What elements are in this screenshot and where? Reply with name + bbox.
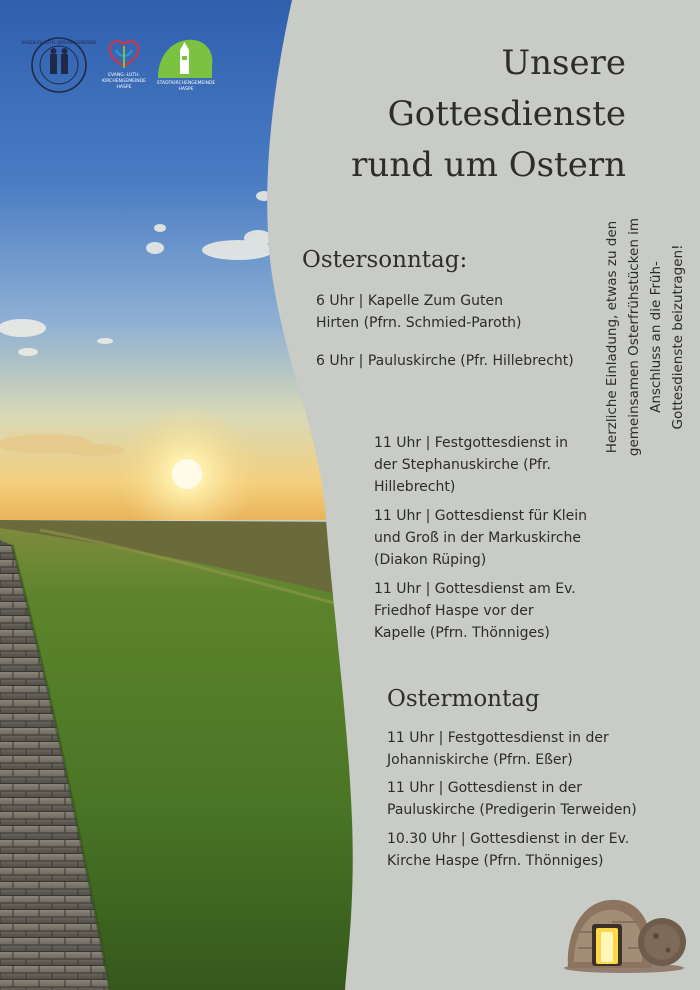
entry-line: 11 Uhr | Gottesdienst am Ev. bbox=[374, 581, 576, 597]
service-entry bbox=[374, 578, 576, 644]
sun bbox=[172, 459, 202, 489]
service-entry bbox=[387, 777, 637, 821]
invitation-note bbox=[601, 212, 691, 462]
logo-line: HASPE bbox=[178, 87, 194, 92]
logo-line: KIRCHENGEMEINDE bbox=[102, 79, 146, 84]
entry-line: 10.30 Uhr | Gottesdienst in der Ev. bbox=[387, 831, 630, 847]
entry-line: 6 Uhr | Kapelle Zum Guten bbox=[316, 293, 503, 309]
logo-line: STADTKIRCHENGEMEINDE bbox=[156, 81, 216, 86]
title-line: Gottesdienste bbox=[387, 94, 626, 134]
cloud bbox=[0, 319, 46, 337]
entry-line: Kapelle (Pfrn. Thönniges) bbox=[374, 625, 550, 641]
service-entry bbox=[374, 505, 587, 571]
entry-line: Hillebrecht) bbox=[374, 479, 456, 495]
cloud bbox=[146, 242, 164, 254]
ostersonntag-heading: Ostersonntag: bbox=[302, 247, 468, 273]
title-line: rund um Ostern bbox=[351, 145, 626, 185]
cloud bbox=[244, 230, 272, 246]
service-entry bbox=[374, 432, 568, 498]
page-title bbox=[296, 38, 626, 191]
entry-line: 11 Uhr | Festgottesdienst in der bbox=[387, 730, 609, 746]
cloud bbox=[97, 338, 113, 344]
service-entry bbox=[387, 828, 629, 872]
invitation-line: gemeinsamen Osterfrühstücken im bbox=[626, 217, 642, 457]
empty-tomb-icon bbox=[562, 892, 690, 974]
church-tower-icon bbox=[154, 34, 218, 94]
entry-line: Kirche Haspe (Pfrn. Thönniges) bbox=[387, 853, 604, 869]
entry-line: Hirten (Pfrn. Schmied-Paroth) bbox=[316, 315, 522, 331]
entry-line: (Diakon Rüping) bbox=[374, 552, 487, 568]
service-entry bbox=[316, 350, 574, 372]
entry-line: der Stephanuskirche (Pfr. bbox=[374, 457, 551, 473]
entry-line: und Groß in der Markuskirche bbox=[374, 530, 582, 546]
entry-line: 6 Uhr | Pauluskirche (Pfr. Hillebrecht) bbox=[316, 353, 574, 369]
cloud bbox=[256, 191, 272, 201]
entry-line: 11 Uhr | Gottesdienst in der bbox=[387, 780, 583, 796]
cloud bbox=[65, 444, 125, 456]
entry-line: 11 Uhr | Gottesdienst für Klein bbox=[374, 508, 588, 524]
entry-line: Pauluskirche (Predigerin Terweiden) bbox=[387, 802, 637, 818]
logo-line: EVANG.-LUTH. bbox=[108, 73, 140, 78]
invitation-line: Gottesdienste beizutragen! bbox=[670, 244, 686, 430]
cross-heart-icon bbox=[98, 36, 150, 94]
entry-line: 11 Uhr | Festgottesdienst in bbox=[374, 435, 569, 451]
entry-line: Friedhof Haspe vor der bbox=[374, 603, 534, 619]
service-entry bbox=[387, 727, 609, 771]
logo-line: HASPE bbox=[116, 85, 132, 90]
title-line: Unsere bbox=[501, 43, 626, 83]
cloud bbox=[18, 348, 38, 356]
entry-line: Johanniskirche (Pfrn. Eßer) bbox=[387, 752, 573, 768]
service-entry bbox=[316, 290, 521, 334]
invitation-line: Herzliche Einladung, etwas zu den bbox=[604, 220, 620, 454]
church-seal-icon bbox=[21, 36, 97, 94]
ostermontag-heading: Ostermontag bbox=[387, 686, 540, 712]
logo-ring-text: HAGEN EV.-LUTH. KIRCHENGEMEINDE bbox=[21, 40, 97, 45]
cloud bbox=[154, 224, 166, 232]
invitation-line: Anschluss an die Früh- bbox=[648, 261, 664, 413]
